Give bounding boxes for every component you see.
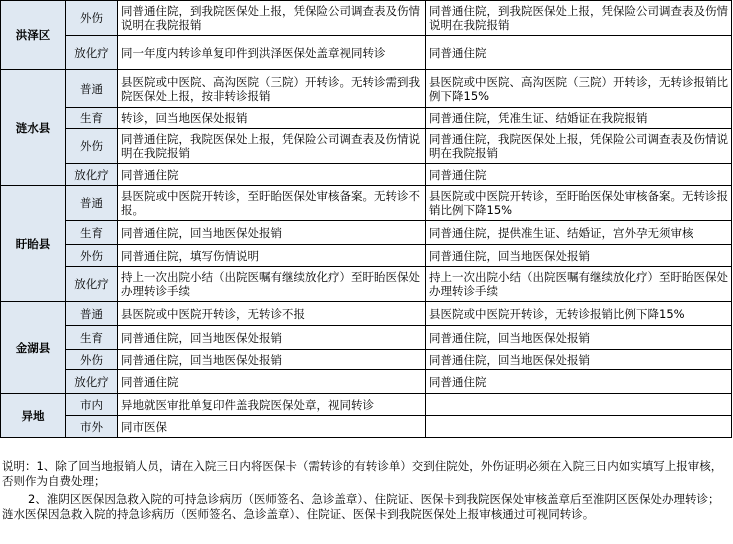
policy-cell-a: 持上一次出院小结（出院医嘱有继续放化疗）至盱眙医保处办理转诊手续 — [118, 267, 426, 302]
table-row — [1, 245, 732, 267]
policy-cell-b: 同普通住院，回当地医保处报销 — [426, 350, 732, 370]
region-cell: 涟水县 — [1, 70, 66, 186]
policy-cell-b: 持上一次出院小结（出院医嘱有继续放化疗）至盱眙医保处办理转诊手续 — [426, 267, 732, 302]
policy-cell-b: 同普通住院，我院医保处上报，凭保险公司调查表及伤情说明在我院报销 — [426, 129, 732, 164]
region-cell: 盱眙县 — [1, 186, 66, 302]
category-cell: 市外 — [66, 416, 118, 438]
note-2: 2、淮阴区医保因急救入院的可持急诊病历（医师签名、急诊盖章）、住院证、医保卡到我院医保处审核盖章后至淮阴区医保处办理转诊；涟水医保因急救入院的持急诊病历（医师签名、急诊盖章）、住院证、医保卡到我院医保处上报审核通过可视同转诊。 — [2, 492, 720, 521]
policy-cell-a: 同普通住院，我院医保处上报，凭保险公司调查表及伤情说明在我院报销 — [118, 129, 426, 164]
table-row — [1, 70, 732, 108]
table-row — [1, 186, 732, 221]
policy-cell-b: 同普通住院，到我院医保处上报，凭保险公司调查表及伤情说明在我院报销 — [426, 1, 732, 36]
policy-cell-a: 同普通住院，到我院医保处上报，凭保险公司调查表及伤情说明在我院报销 — [118, 1, 426, 36]
policy-cell-b: 县医院或中医院开转诊，无转诊报销比例下降15% — [426, 302, 732, 326]
category-cell: 外伤 — [66, 1, 118, 36]
table-row — [1, 267, 732, 302]
policy-cell-a: 县医院或中医院开转诊，至盱眙医保处审核备案。无转诊不报。 — [118, 186, 426, 221]
policy-cell-b — [426, 394, 732, 416]
category-cell: 普通 — [66, 186, 118, 221]
table-row — [1, 129, 732, 164]
policy-cell-a: 转诊，回当地医保处报销 — [118, 108, 426, 129]
category-cell: 生育 — [66, 108, 118, 129]
policy-cell-b: 同普通住院，回当地医保处报销 — [426, 326, 732, 350]
note-1: 说明：1、除了回当地报销人员，请在入院三日内将医保卡（需转诊的有转诊单）交到住院处，外伤证明必须在入院三日内如实填写上报审核， 否则作为自费处理； — [2, 459, 723, 488]
policy-cell-b: 县医院或中医院开转诊，至盱眙医保处审核备案。无转诊报销比例下降15% — [426, 186, 732, 221]
table-row — [1, 416, 732, 438]
policy-cell-a: 同普通住院，回当地医保处报销 — [118, 350, 426, 370]
table-row — [1, 1, 732, 36]
category-cell: 生育 — [66, 326, 118, 350]
policy-cell-a: 县医院或中医院开转诊，无转诊不报 — [118, 302, 426, 326]
region-cell: 洪泽区 — [1, 1, 66, 70]
category-cell: 普通 — [66, 70, 118, 108]
category-cell: 放化疗 — [66, 36, 118, 70]
category-cell: 放化疗 — [66, 164, 118, 186]
table-row — [1, 302, 732, 326]
category-cell: 生育 — [66, 221, 118, 245]
table-row — [1, 108, 732, 129]
policy-cell-a: 同普通住院 — [118, 164, 426, 186]
policy-cell-a: 同市医保 — [118, 416, 426, 438]
policy-cell-b: 同普通住院，凭准生证、结婚证在我院报销 — [426, 108, 732, 129]
table-row — [1, 164, 732, 186]
policy-cell-a: 异地就医审批单复印件盖我院医保处章，视同转诊 — [118, 394, 426, 416]
policy-cell-a: 同普通住院，回当地医保处报销 — [118, 221, 426, 245]
table-row — [1, 350, 732, 370]
table-row — [1, 36, 732, 70]
policy-cell-a: 同普通住院 — [118, 370, 426, 394]
policy-cell-b: 同普通住院，提供准生证、结婚证，宫外孕无须审核 — [426, 221, 732, 245]
policy-cell-b: 同普通住院 — [426, 164, 732, 186]
category-cell: 外伤 — [66, 350, 118, 370]
policy-cell-b: 同普通住院 — [426, 370, 732, 394]
table-row — [1, 221, 732, 245]
policy-cell-b: 同普通住院 — [426, 36, 732, 70]
policy-cell-b: 同普通住院，回当地医保处报销 — [426, 245, 732, 267]
category-cell: 放化疗 — [66, 267, 118, 302]
notes-section — [2, 459, 730, 525]
policy-cell-b: 县医院或中医院、高沟医院（三院）开转诊，无转诊报销比例下降15% — [426, 70, 732, 108]
policy-cell-a: 县医院或中医院、高沟医院（三院）开转诊。无转诊需到我院医保处上报，按非转诊报销 — [118, 70, 426, 108]
policy-cell-a: 同普通住院，填写伤情说明 — [118, 245, 426, 267]
category-cell: 普通 — [66, 302, 118, 326]
region-cell: 异地 — [1, 394, 66, 438]
category-cell: 放化疗 — [66, 370, 118, 394]
category-cell: 外伤 — [66, 129, 118, 164]
policy-cell-b — [426, 416, 732, 438]
region-cell: 金湖县 — [1, 302, 66, 394]
policy-cell-a: 同一年度内转诊单复印件到洪泽医保处盖章视同转诊 — [118, 36, 426, 70]
category-cell: 外伤 — [66, 245, 118, 267]
category-cell: 市内 — [66, 394, 118, 416]
table-row — [1, 370, 732, 394]
table-row — [1, 326, 732, 350]
policy-cell-a: 同普通住院，回当地医保处报销 — [118, 326, 426, 350]
table-row — [1, 394, 732, 416]
